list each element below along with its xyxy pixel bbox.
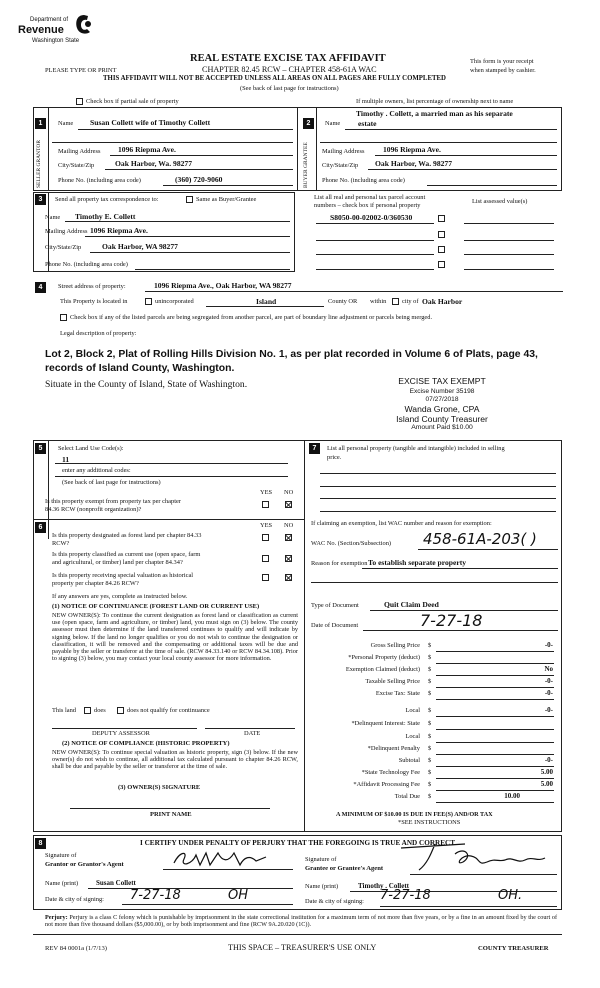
perjury-notice <box>45 914 557 929</box>
grantor-signature <box>170 847 270 869</box>
tax-row-label: *Delinquent Penalty <box>367 745 420 752</box>
tax-row-currency: $ <box>428 793 432 800</box>
s6-q2-line2: and agricultural, or timber) land per chapter 84.34? <box>52 559 183 566</box>
s6-q1-line2: RCW? <box>52 540 70 547</box>
certification-statement: I CERTIFY UNDER PENALTY OF PERJURY THAT THE FOREGOING IS TRUE AND CORRECT <box>140 839 455 847</box>
grantor-date-city-label: Date & city of signing: <box>45 896 104 903</box>
corr-name-label: Name <box>45 214 61 221</box>
city-of-label: city of <box>402 298 419 305</box>
tax-row-currency: $ <box>428 745 432 752</box>
tax-row-label: *Affidavit Processing Fee <box>353 781 420 788</box>
legal-desc-line1: Lot 2, Block 2, Plat of Rolling Hills Division No. 1, as per plat recorded in Volume 6 of Plats, page 43, <box>45 349 538 360</box>
please-type-label: PLEASE TYPE OR PRINT <box>45 67 117 74</box>
seller-name: Susan Collett wife of Timothy Collett <box>90 118 211 127</box>
legal-desc-line2: records of Island County, Washington. <box>45 363 235 374</box>
current-use-yes-checkbox[interactable] <box>262 555 269 562</box>
parcel-personal-checkbox-2[interactable] <box>438 231 445 238</box>
receipt-note-2: when stamped by cashier. <box>470 67 536 74</box>
logo-line-2: Revenue <box>18 24 64 36</box>
land-use-code: 11 <box>62 455 70 464</box>
parcel-personal-checkbox-1[interactable] <box>438 215 445 222</box>
forest-no-checkbox[interactable] <box>285 534 292 541</box>
tax-row-label: Exemption Claimed (deduct) <box>345 666 420 673</box>
unincorporated-label: unincorporated <box>155 298 194 305</box>
buyer-name-line1: Timothy . Collett, a married man as his separate <box>356 109 513 118</box>
grantee-name-print: Timothy . Collett <box>358 882 410 890</box>
seller-city: Oak Harbor, Wa. 98277 <box>115 159 193 168</box>
tax-row-currency: $ <box>428 769 432 776</box>
does-not-qualify-checkbox[interactable] <box>117 707 124 714</box>
county-value: Island <box>256 297 277 306</box>
tax-row-currency: $ <box>428 733 432 740</box>
deputy-assessor-label: DEPUTY ASSESSOR <box>92 730 150 737</box>
land-use-label: Select Land Use Code(s): <box>58 445 124 452</box>
form-title: REAL ESTATE EXCISE TAX AFFIDAVIT <box>190 53 386 64</box>
grantee-sig-label-2: Grantee or Grantee's Agent <box>305 865 384 872</box>
stamp-line-5: Island County Treasurer <box>396 414 488 424</box>
reason-label: Reason for exemption <box>311 560 368 567</box>
exemption-claim-label: If claiming an exemption, list WAC number and reason for exemption: <box>311 520 492 527</box>
seller-city-label: City/State/Zip <box>58 162 95 169</box>
tax-row-currency: $ <box>428 678 432 685</box>
grantor-city: OH <box>228 888 249 903</box>
minimum-fee-note: A MINIMUM OF $10.00 IS DUE IN FEE(S) AND/OR TAX <box>336 811 493 818</box>
seller-side-label: SELLER GRANTOR <box>36 139 42 188</box>
corr-city: Oak Harbor, WA 98277 <box>102 242 178 251</box>
tax-row-value: 10.00 <box>504 792 520 800</box>
logo-line-1: Department of <box>30 17 69 23</box>
multiple-owners-note: If multiple owners, list percentage of ownership next to name <box>356 98 514 105</box>
wac-label: WAC No. (Section/Subsection) <box>311 540 392 547</box>
buyer-mailing-label: Mailing Address <box>322 148 365 155</box>
this-land-label: This land <box>52 707 76 714</box>
within-label: within <box>370 298 387 305</box>
land-use-see-back: (See back of last page for instructions) <box>62 479 161 486</box>
does-label: does <box>94 707 106 714</box>
current-use-no-checkbox[interactable] <box>285 555 292 562</box>
grantee-date-city-label: Date & city of signing: <box>305 898 364 905</box>
assessed-heading: List assessed value(s) <box>472 198 528 205</box>
print-name-label: PRINT NAME <box>150 811 192 818</box>
tax-row-currency: $ <box>428 720 432 727</box>
tax-row-label: Local <box>405 707 420 714</box>
forest-yes-checkbox[interactable] <box>262 534 269 541</box>
county-or-label: County OR <box>328 298 358 305</box>
tax-row-currency: $ <box>428 666 432 673</box>
s6-if-yes: If any answers are yes, complete as instructed below. <box>52 593 188 600</box>
tax-row-label: Excise Tax: State <box>375 690 420 697</box>
s6-q2-line1: Is this property classified as current use (open space, farm <box>52 551 201 558</box>
tax-row-label: Subtotal <box>398 757 420 764</box>
perjury-text: Perjury is a class C felony which is punishable by imprisonment in the state correctional institution for a maximum term of not more than five years, or by a fine in an amount fixed by the court of not more than five thousand dollars ($5,000.00), or by both imprisonment and fine (RCW 9A.20.020 (1C)). <box>45 914 558 929</box>
seller-mailing: 1096 Riepma Ave. <box>118 145 176 154</box>
county-treasurer-label: COUNTY TREASURER <box>478 945 549 952</box>
tax-row-currency: $ <box>428 757 432 764</box>
correspondence-heading: Send all property tax correspondence to: <box>55 196 159 203</box>
city-of-value: Oak Harbor <box>422 297 463 306</box>
historic-yes-checkbox[interactable] <box>262 574 269 581</box>
land-use-yes-header: YES <box>260 489 273 496</box>
corr-mailing: 1096 Riepma Ave. <box>90 226 148 235</box>
grantee-date: 7-27-18 <box>380 888 431 903</box>
doc-type-value: Quit Claim Deed <box>384 600 439 609</box>
wac-value: 458-61A-203( ) <box>423 530 537 548</box>
s6-no-header: NO <box>284 522 294 529</box>
stamp-line-1: EXCISE TAX EXEMPT <box>398 376 486 386</box>
buyer-side-label: BUYER GRANTEE <box>303 142 309 188</box>
tax-row-label: Local <box>405 733 420 740</box>
washington-logo-icon <box>74 13 94 37</box>
tax-row-label: *Delinquent Interest: State <box>351 720 420 727</box>
buyer-city: Oak Harbor, Wa. 98277 <box>375 159 453 168</box>
exempt-question-1: Is this property exempt from property tax per chapter <box>45 498 181 505</box>
form-subtitle: CHAPTER 82.45 RCW – CHAPTER 458-61A WAC <box>202 65 377 74</box>
grantor-name-print: Susan Collett <box>96 879 136 887</box>
land-use-additional-label: enter any additional codes: <box>62 467 131 474</box>
tax-row-currency: $ <box>428 707 432 714</box>
grantor-sig-label-1: Signature of <box>45 852 77 859</box>
section-3-number: 3 <box>35 194 46 205</box>
owner-signature-label: (3) OWNER(S) SIGNATURE <box>118 784 201 791</box>
tax-row-currency: $ <box>428 781 432 788</box>
section-7-number: 7 <box>309 443 320 454</box>
corr-name: Timothy E. Collett <box>75 212 136 221</box>
treasurer-space-label: THIS SPACE – TREASURER'S USE ONLY <box>228 943 377 952</box>
buyer-name-label: Name <box>325 120 341 127</box>
located-label: This Property is located in <box>60 298 128 305</box>
stamp-line-2: Excise Number 35198 <box>409 388 475 395</box>
perjury-label: Perjury: <box>45 914 68 921</box>
seller-name-label: Name <box>58 120 74 127</box>
grantee-sig-label-1: Signature of <box>305 856 337 863</box>
tax-row-label: Total Due <box>394 793 420 800</box>
within-city-checkbox[interactable] <box>392 298 399 305</box>
section-1-number: 1 <box>35 118 46 129</box>
see-back-note: (See back of last page for instructions) <box>240 85 339 92</box>
exempt-no-checkbox[interactable] <box>285 501 292 508</box>
buyer-name-line2: estate <box>358 119 377 128</box>
section-8-number: 8 <box>35 838 46 849</box>
s6-q3-line2: property per chapter 84.26 RCW? <box>52 580 139 587</box>
tax-row-label: *State Technology Fee <box>361 769 420 776</box>
personal-property-line1: List all personal property (tangible and intangible) included in selling <box>327 445 505 452</box>
receipt-note-1: This form is your receipt <box>470 58 534 65</box>
section-2-number: 2 <box>303 118 314 129</box>
personal-property-line2: price. <box>327 454 342 461</box>
notice-compliance-heading: (2) NOTICE OF COMPLIANCE (HISTORIC PROPERTY) <box>62 740 230 747</box>
tax-row-value: No <box>544 665 553 673</box>
exempt-yes-checkbox[interactable] <box>262 501 269 508</box>
deputy-date-label: DATE <box>244 730 261 737</box>
form-warning: THIS AFFIDAVIT WILL NOT BE ACCEPTED UNLESS ALL AREAS ON ALL PAGES ARE FULLY COMPLETED <box>103 75 446 82</box>
section-4-number: 4 <box>35 282 46 293</box>
tax-row-label: Taxable Selling Price <box>365 678 420 685</box>
section-6-number: 6 <box>35 522 46 533</box>
tax-row-currency: $ <box>428 642 432 649</box>
parcel-number: S8050-00-02002-0/360530 <box>330 213 413 222</box>
notice-compliance-text: NEW OWNER(S): To continue special valuation as historic property, sign (3) below. If the new owner(s) do not wish to continue, all additional tax calculated pursuant to chapter 84.26 RCW, shall be due and payable by the seller or transferor at the time of sale. <box>52 749 298 771</box>
stamp-line-6: Amount Paid $10.00 <box>411 424 473 431</box>
tax-row-value: 5.00 <box>540 780 553 788</box>
grantee-city: OH. <box>498 888 523 903</box>
tax-row-value: -0- <box>544 677 553 685</box>
s6-q3-line1: Is this property receiving special valuation as historical <box>52 572 194 579</box>
tax-row-label: Gross Selling Price <box>370 642 420 649</box>
stamp-line-3: 07/27/2018 <box>425 396 459 403</box>
grantee-signature <box>395 840 555 874</box>
tax-row-value: -0- <box>544 689 553 697</box>
grantor-sig-label-2: Grantor or Grantor's Agent <box>45 861 124 868</box>
does-qualify-checkbox[interactable] <box>84 707 91 714</box>
street-label: Street address of property: <box>58 283 126 290</box>
buyer-mailing: 1096 Riepma Ave. <box>383 145 441 154</box>
tax-row-value: 5.00 <box>540 768 553 776</box>
parcel-personal-checkbox-4[interactable] <box>438 261 445 268</box>
see-instructions-note: *SEE INSTRUCTIONS <box>398 819 461 826</box>
buyer-phone-label: Phone No. (including area code) <box>322 177 405 184</box>
segregated-checkbox[interactable] <box>60 314 67 321</box>
same-as-buyer-checkbox[interactable] <box>186 196 193 203</box>
logo-line-3: Washington State <box>32 38 80 44</box>
buyer-city-label: City/State/Zip <box>322 162 359 169</box>
doc-type-label: Type of Document <box>311 602 359 609</box>
unincorporated-checkbox[interactable] <box>145 298 152 305</box>
notice-continuance-text: NEW OWNER(S): To continue the current designation as forest land or classification as current use (open space, farm and agriculture, or timber) land, you must sign on (3) below. The county assessor must then determine if the land transferred continues to qualify and will indicate by signing below. If the land no longer qualifies or you do not wish to continue the designation or classification, it will be removed and the compensating or additional taxes will be due and payable by the seller or transferor at the time of sale. (RCW 84.33.140 or RCW 84.34.108). Prior to signing (3) below, you may contact your local county assessor for more information. <box>52 612 298 663</box>
parcel-personal-checkbox-3[interactable] <box>438 246 445 253</box>
tax-row-currency: $ <box>428 654 432 661</box>
s6-yes-header: YES <box>260 522 273 529</box>
exempt-question-2: 84.36 RCW (nonprofit organization)? <box>45 506 142 513</box>
tax-row-value: -0- <box>544 756 553 764</box>
does-not-label: does not qualify for continuance <box>127 707 210 714</box>
historic-no-checkbox[interactable] <box>285 574 292 581</box>
grantee-name-label: Name (print) <box>305 883 339 890</box>
corr-mailing-label: Mailing Address <box>45 228 88 235</box>
grantor-date: 7-27-18 <box>130 888 181 903</box>
reason-value: To establish separate property <box>368 558 467 567</box>
doc-date-label: Date of Document <box>311 622 359 629</box>
street-address: 1096 Riepma Ave., Oak Harbor, WA 98277 <box>154 281 292 290</box>
seller-phone-label: Phone No. (including area code) <box>58 177 141 184</box>
tax-row-label: *Personal Property (deduct) <box>348 654 420 661</box>
tax-row-value: -0- <box>544 706 553 714</box>
parcels-heading-2: numbers – check box if personal property <box>314 202 421 209</box>
parcels-heading-1: List all real and personal tax parcel account <box>314 194 426 201</box>
situate-text: Situate in the County of Island, State of Washington. <box>45 379 248 390</box>
form-id: REV 84 0001a (1/7/13) <box>45 945 107 952</box>
tax-row-value: -0- <box>544 641 553 649</box>
segregated-label: Check box if any of the listed parcels are being segregated from another parcel, are part of boundary line adjustment or parcels being merged. <box>70 314 433 321</box>
notice-continuance-heading: (1) NOTICE OF CONTINUANCE (FOREST LAND OR CURRENT USE) <box>52 603 260 610</box>
corr-phone-label: Phone No. (including area code) <box>45 261 128 268</box>
same-as-buyer-label: Same as Buyer/Grantee <box>196 196 257 203</box>
tax-row-currency: $ <box>428 690 432 697</box>
grantor-name-label: Name (print) <box>45 880 79 887</box>
seller-phone: (360) 720-9060 <box>175 175 223 184</box>
partial-sale-checkbox[interactable] <box>76 98 83 105</box>
s6-q1-line1: Is this property designated as forest land per chapter 84.33 <box>52 532 202 539</box>
legal-desc-label: Legal description of property: <box>60 330 137 337</box>
partial-sale-label: Check box if partial sale of property <box>86 98 179 105</box>
land-use-no-header: NO <box>284 489 294 496</box>
doc-date-value: 7-27-18 <box>420 611 483 630</box>
seller-mailing-label: Mailing Address <box>58 148 101 155</box>
corr-city-label: City/State/Zip <box>45 244 82 251</box>
stamp-line-4: Wanda Grone, CPA <box>404 404 480 414</box>
section-5-number: 5 <box>35 443 46 454</box>
